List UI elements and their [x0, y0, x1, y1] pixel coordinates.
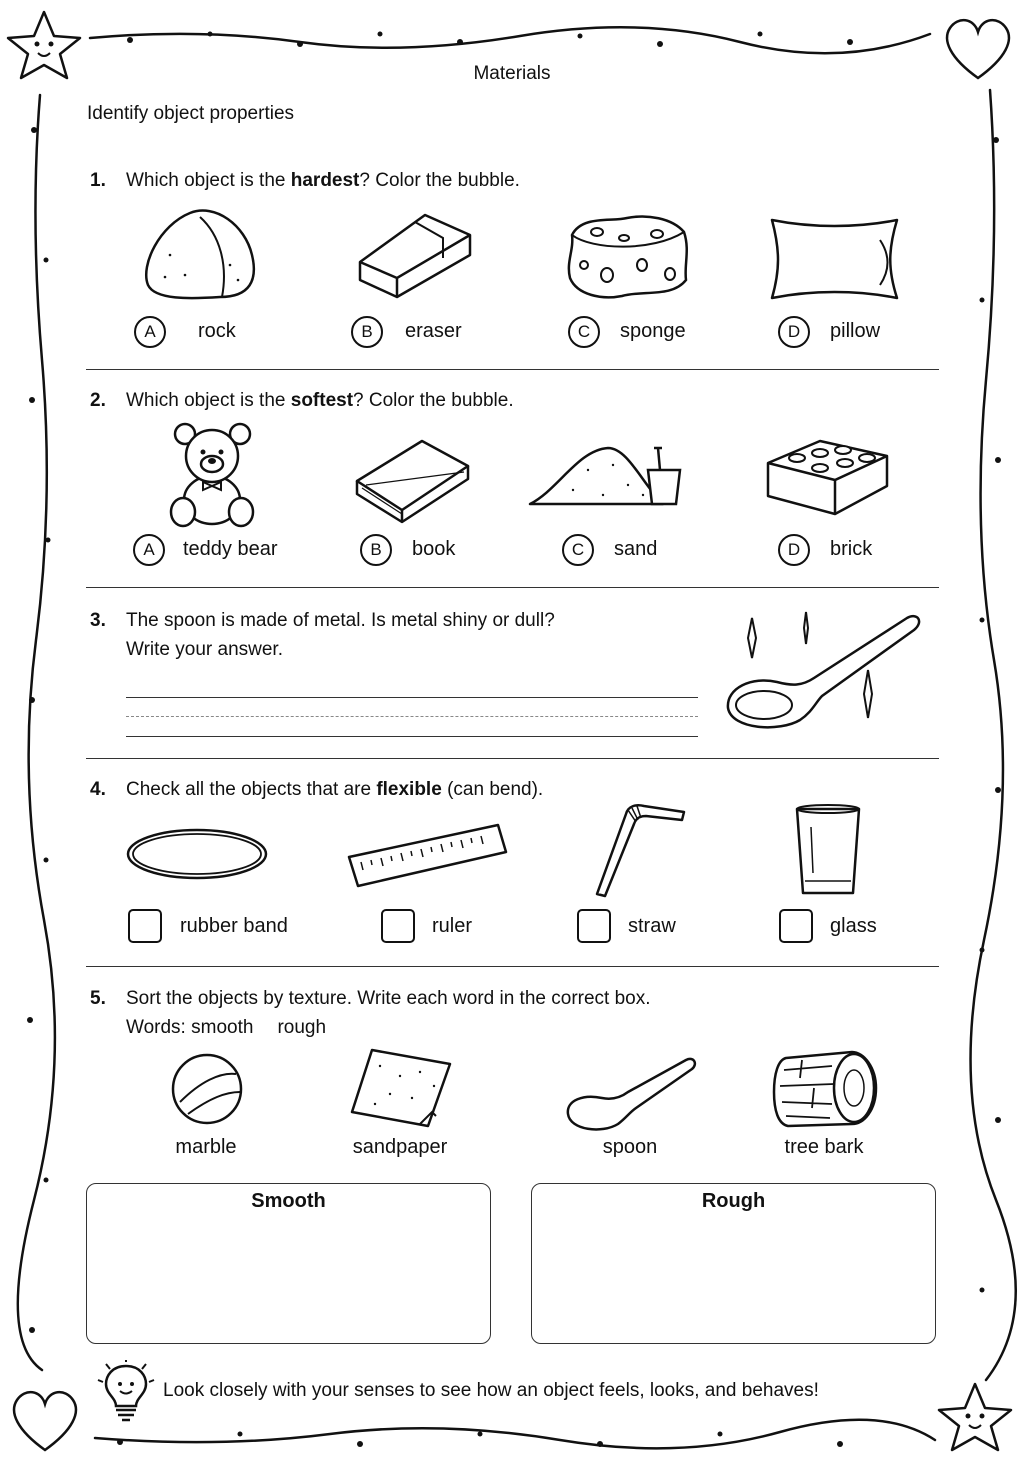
q5-object-spoon: spoon	[602, 1136, 658, 1158]
question-number: 1.	[90, 170, 106, 191]
word-bank	[126, 1013, 326, 1042]
sandpaper-illustration	[350, 1046, 454, 1130]
q2-label-teddy-bear: teddy bear	[183, 538, 278, 560]
q2-label-book: book	[412, 538, 456, 560]
section-divider	[86, 369, 939, 370]
q5-object-marble: marble	[175, 1136, 237, 1158]
q4-checkbox-rubber-band[interactable]	[128, 909, 162, 943]
q2-bubble-b[interactable]: B	[360, 534, 392, 566]
q2-label-brick: brick	[830, 538, 873, 560]
rock-illustration	[140, 205, 260, 305]
q2-bubble-d[interactable]: D	[778, 534, 810, 566]
footer-tip: Look closely with your senses to see how an object feels, looks, and behaves!	[163, 1380, 819, 1401]
q4-label-rubber-band: rubber band	[180, 915, 288, 937]
question-keyword: hardest	[290, 170, 360, 191]
brick-illustration	[765, 438, 891, 518]
section-divider	[86, 758, 939, 759]
sort-box-heading: Smooth	[251, 1190, 326, 1212]
q1-bubble-a[interactable]: A	[134, 316, 166, 348]
word-bank-label: Words:	[126, 1017, 186, 1038]
sort-box-rough[interactable]	[531, 1183, 936, 1344]
question-text: Which object is the hardest? Color the bubble.	[126, 170, 520, 191]
tree-bark-illustration	[772, 1048, 880, 1128]
q4-checkbox-glass[interactable]	[779, 909, 813, 943]
q5-object-sandpaper: sandpaper	[352, 1136, 448, 1158]
q1-label-eraser: eraser	[405, 320, 462, 342]
question-number: 2.	[90, 390, 106, 411]
question-text: Check all the objects that are flexible (can bend).	[126, 779, 544, 800]
q4-label-straw: straw	[628, 915, 676, 937]
pillow-illustration	[762, 210, 907, 305]
sponge-illustration	[562, 210, 692, 302]
glass-illustration	[793, 803, 863, 899]
question-keyword: flexible	[376, 779, 442, 800]
word-bank-word: rough	[277, 1017, 327, 1038]
q2-label-sand: sand	[614, 538, 658, 560]
lightbulb-icon	[96, 1360, 156, 1424]
q4-label-glass: glass	[830, 915, 877, 937]
spoon-small-illustration	[564, 1056, 698, 1132]
sand-illustration	[528, 440, 698, 512]
question-number: 3.	[90, 610, 106, 631]
eraser-illustration	[355, 210, 475, 300]
q1-bubble-c[interactable]: C	[568, 316, 600, 348]
answer-line-top[interactable]	[126, 697, 698, 698]
q1-label-rock: rock	[198, 320, 236, 342]
spoon-illustration	[722, 608, 922, 732]
question-number: 4.	[90, 779, 106, 800]
q1-bubble-d[interactable]: D	[778, 316, 810, 348]
q4-checkbox-ruler[interactable]	[381, 909, 415, 943]
q1-label-pillow: pillow	[830, 320, 881, 342]
question-instruction: Write your answer.	[126, 639, 283, 660]
straw-illustration	[592, 800, 688, 898]
q1-bubble-b[interactable]: B	[351, 316, 383, 348]
rubber-band-illustration	[125, 826, 270, 882]
word-bank-word: smooth	[191, 1017, 254, 1038]
q2-bubble-c[interactable]: C	[562, 534, 594, 566]
section-divider	[86, 966, 939, 967]
teddy-bear-illustration	[165, 420, 260, 530]
q5-object-tree-bark: tree bark	[784, 1136, 864, 1158]
question-number: 5.	[90, 988, 106, 1009]
sort-box-smooth[interactable]	[86, 1183, 491, 1344]
answer-line-middle[interactable]	[126, 716, 698, 717]
q2-bubble-a[interactable]: A	[133, 534, 165, 566]
question-keyword: softest	[290, 390, 354, 411]
marble-illustration	[170, 1052, 244, 1126]
q4-label-ruler: ruler	[432, 915, 473, 937]
sort-box-heading: Rough	[701, 1190, 766, 1212]
q1-label-sponge: sponge	[620, 320, 686, 342]
ruler-illustration	[346, 822, 510, 890]
question-text: The spoon is made of metal. Is metal shiny or dull?	[126, 610, 555, 631]
q4-checkbox-straw[interactable]	[577, 909, 611, 943]
page-subtitle: Identify object properties	[87, 103, 295, 124]
book-illustration	[352, 436, 472, 524]
question-text: Sort the objects by texture. Write each word in the correct box.	[126, 988, 651, 1009]
page-title: Materials	[473, 63, 551, 84]
answer-line-bottom[interactable]	[126, 736, 698, 737]
question-text: Which object is the softest? Color the bubble.	[126, 390, 514, 411]
section-divider	[86, 587, 939, 588]
